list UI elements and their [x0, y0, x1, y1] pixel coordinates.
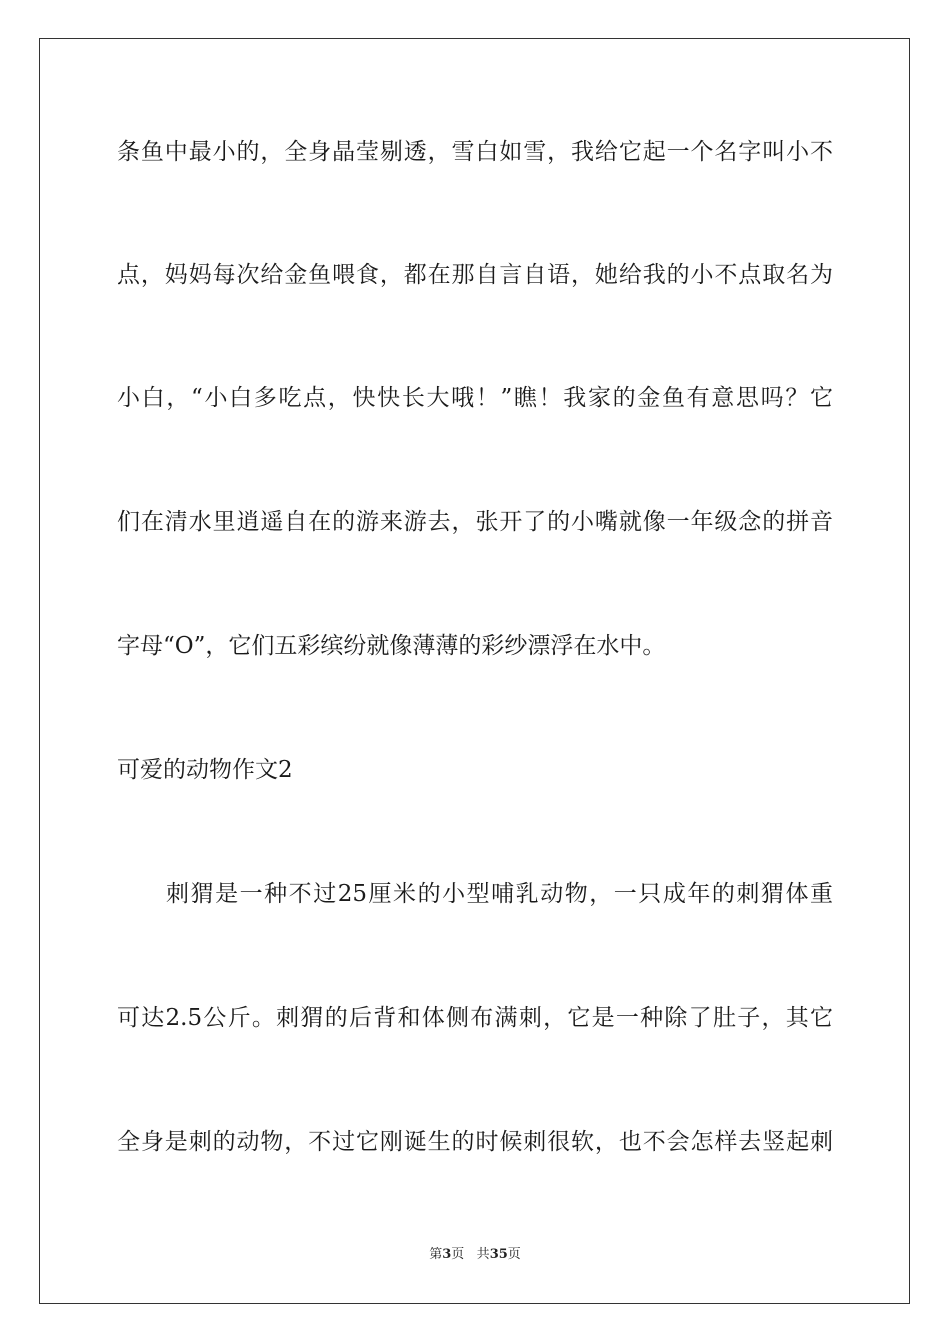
footer-page-suffix: 页 — [451, 1247, 465, 1262]
footer-total-prefix: 共 — [476, 1247, 490, 1262]
current-page-number: 3 — [442, 1247, 452, 1262]
body-line-1: 条鱼中最小的，全身晶莹剔透，雪白如雪，我给它起一个名字叫小不 — [117, 139, 833, 165]
body-line-8: 全身是刺的动物，不过它刚诞生的时候刺很软，也不会怎样去竖起刺 — [117, 1129, 833, 1155]
body-line-7: 可达2.5公斤。刺猬的后背和体侧布满刺，它是一种除了肚子，其它 — [117, 1005, 833, 1031]
body-line-3: 小白，“小白多吃点，快快长大哦！”瞧！我家的金鱼有意思吗？它 — [117, 385, 833, 411]
body-line-6: 刺猬是一种不过25厘米的小型哺乳动物，一只成年的刺猬体重 — [117, 881, 833, 907]
body-line-5: 字母“O”，它们五彩缤纷就像薄薄的彩纱漂浮在水中。 — [117, 633, 666, 659]
body-line-4: 们在清水里逍遥自在的游来游去，张开了的小嘴就像一年级念的拼音 — [117, 509, 833, 535]
body-line-2: 点，妈妈每次给金鱼喂食，都在那自言自语，她给我的小不点取名为 — [117, 262, 833, 288]
page-footer — [0, 1246, 950, 1264]
total-page-number: 35 — [489, 1247, 508, 1262]
footer-total-suffix: 页 — [507, 1247, 521, 1262]
footer-prefix: 第 — [429, 1247, 443, 1262]
section-heading: 可爱的动物作文2 — [117, 757, 293, 783]
page-border — [39, 38, 910, 1304]
